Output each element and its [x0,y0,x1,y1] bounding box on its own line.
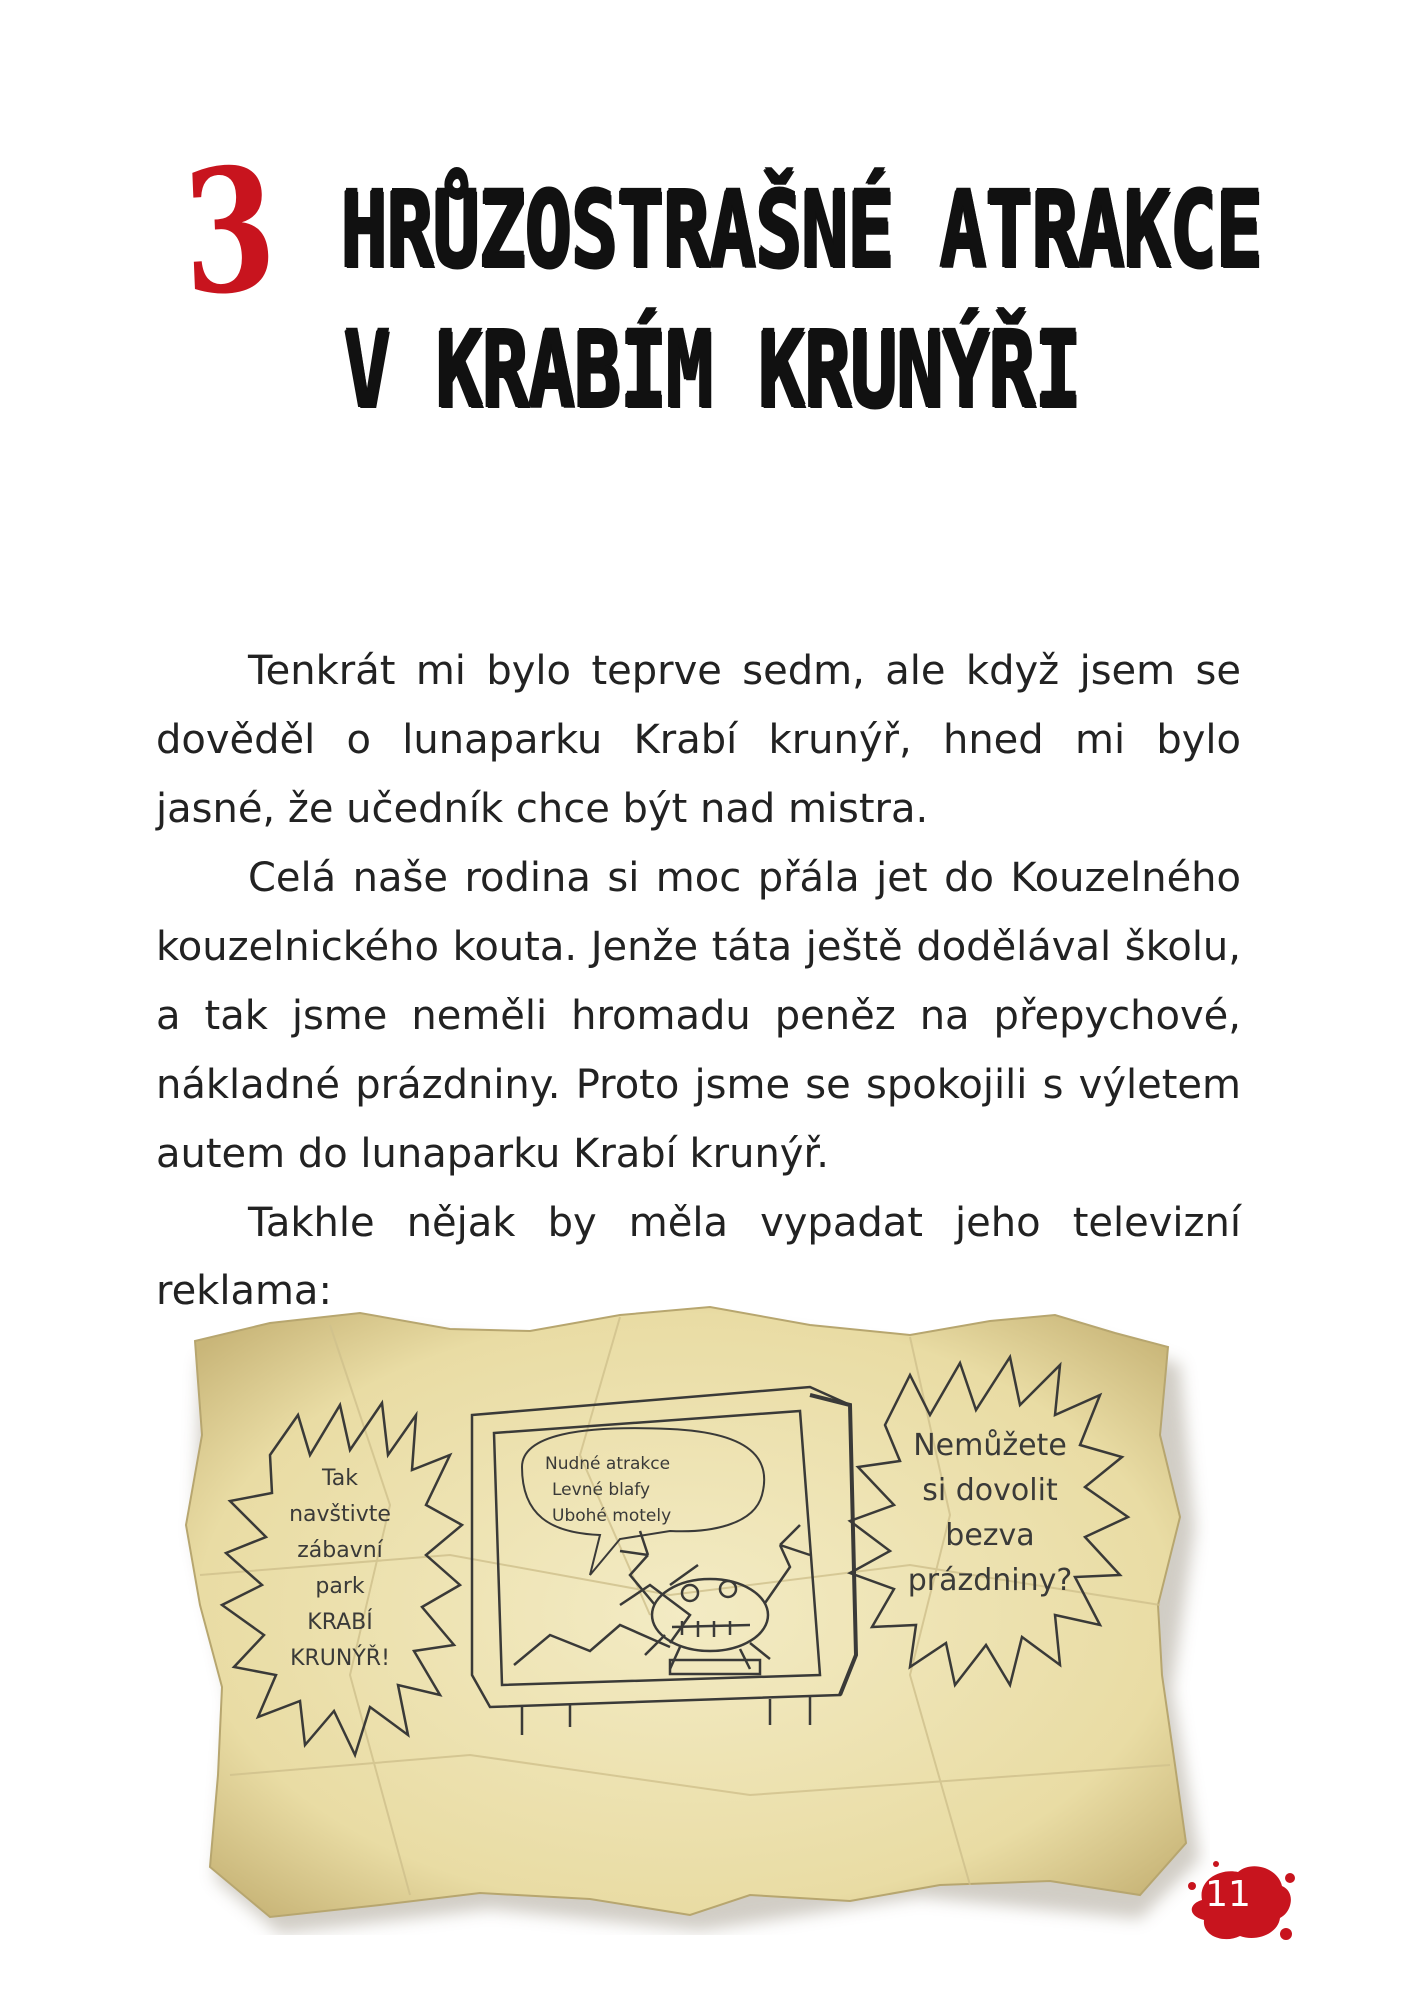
right-bubble-line: Nemůžete [913,1428,1067,1463]
page-number: 11 [1205,1874,1251,1915]
tv-bubble-line: Ubohé motely [552,1506,672,1526]
left-bubble-line: Tak [321,1466,359,1491]
left-bubble-line: park [315,1574,365,1599]
left-bubble-line: navštivte [289,1502,391,1527]
chapter-number: 3 [179,128,280,335]
chapter-title-line-2: V KRABÍM KRUNÝŘI [343,309,1081,431]
left-bubble-line: KRUNÝŘ! [290,1646,390,1671]
left-bubble-line: KRABÍ [307,1610,373,1635]
tv-bubble-line: Levné blafy [552,1480,651,1500]
paragraph: Tenkrát mi bylo teprve sedm, ale když jsem se dověděl o lunaparku Krabí krunýř, hned mi bylo jasné, že učedník chce být nad mistra. [156,648,1241,832]
chapter-title-line-1: HRŮZOSTRAŠNÉ ATRAKCE [340,169,1262,291]
right-bubble-line: bezva [945,1518,1035,1553]
body-text [156,637,1241,1258]
paragraph-continuation: reklama: [156,1268,332,1314]
torn-paper-ad-illustration [150,1255,1210,1935]
tv-bubble-line: Nudné atrakce [545,1454,671,1474]
paragraph: Takhle nějak by měla vypadat jeho televizní [248,1200,1241,1246]
right-bubble-line: si dovolit [922,1473,1058,1508]
right-bubble-line: prázdniny? [907,1563,1073,1598]
paragraph: Celá naše rodina si moc přála jet do Kouzelného kouzelnického kouta. Jenže táta ještě dodělával školu, a tak jsme neměli hromadu peněz na přepychové, nákladné prázdniny. Proto jsme se spokojili s výletem autem do lunaparku Krabí krunýř. [156,855,1241,1177]
chapter-title [340,160,1261,440]
left-bubble-line: zábavní [297,1538,383,1563]
